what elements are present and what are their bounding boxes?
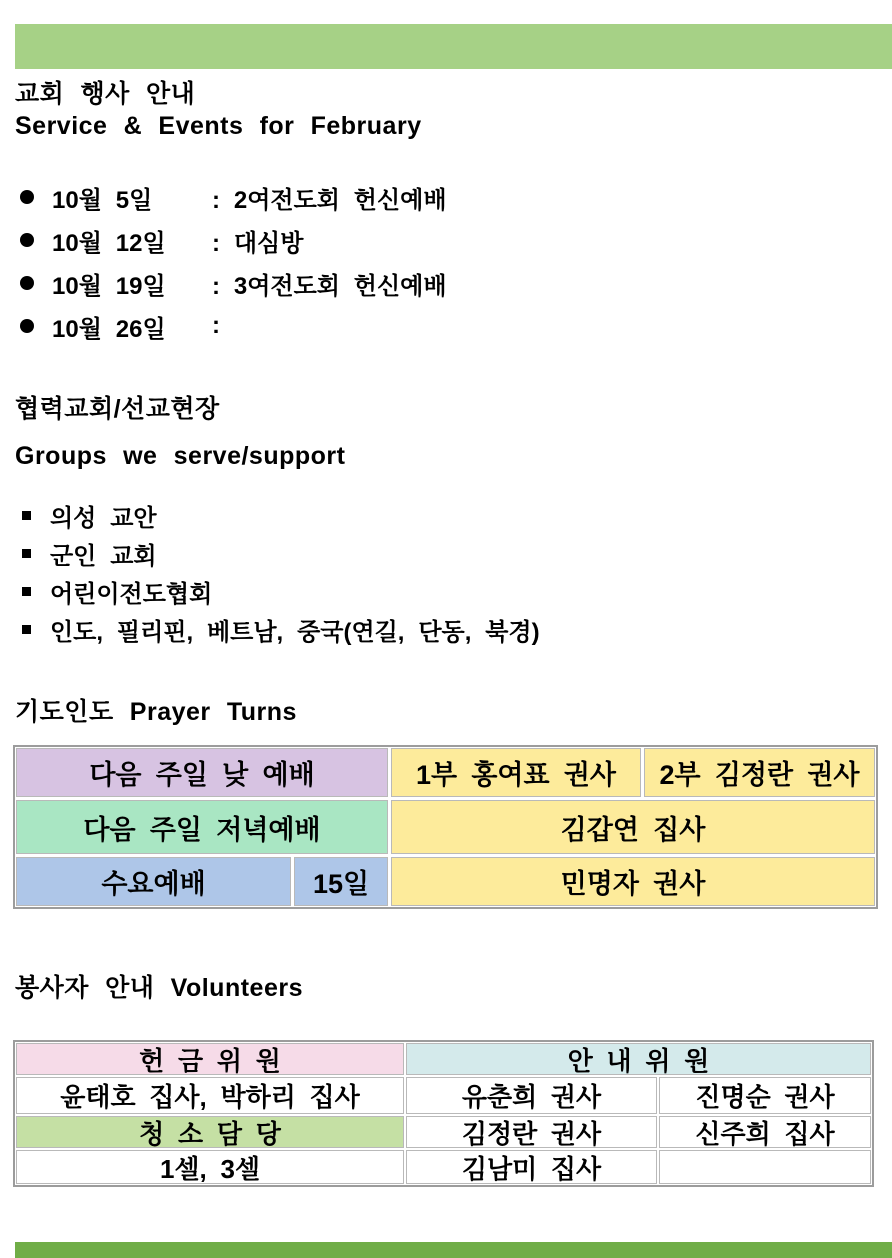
vol-cell-empty	[659, 1150, 871, 1184]
event-item	[20, 182, 447, 212]
group-item	[22, 538, 157, 568]
bullet-square-icon	[22, 511, 31, 520]
page-title-korean: 교회 행사 안내	[15, 80, 196, 108]
event-item	[20, 225, 303, 255]
bottom-accent-bar	[15, 1242, 892, 1258]
group-item	[22, 500, 157, 530]
group-item	[22, 614, 540, 644]
event-item	[20, 268, 447, 298]
group-label: 어린이전도협회	[50, 580, 213, 608]
prayer-cell-evening-person: 김갑연 집사	[391, 800, 875, 854]
vol-cell-usher-member-5: 김남미 집사	[406, 1150, 657, 1184]
top-accent-bar	[15, 24, 892, 69]
event-description: : 대심방	[212, 229, 304, 257]
group-item	[22, 576, 212, 606]
bullet-circle-icon	[20, 190, 34, 204]
prayer-cell-service1-person: 1부 홍여표 권사	[391, 748, 641, 797]
vol-cell-usher-member-3: 김정란 권사	[406, 1116, 657, 1148]
vol-cell-usher-member-1: 유춘희 권사	[406, 1077, 657, 1114]
volunteers-section-title: 봉사자 안내 Volunteers	[15, 974, 303, 1002]
event-date: 10월 26일	[52, 315, 166, 343]
prayer-turns-table	[13, 745, 878, 909]
vol-cell-usher-member-2: 진명순 권사	[659, 1077, 871, 1114]
prayer-cell-wednesday-service: 수요예배	[16, 857, 291, 906]
page-title-english: Service & Events for February	[15, 112, 422, 140]
group-label: 군인 교회	[50, 542, 157, 570]
prayer-section-title: 기도인도 Prayer Turns	[15, 698, 297, 726]
event-description: : 3여전도회 헌신예배	[212, 272, 447, 300]
prayer-cell-service2-person: 2부 김정란 권사	[644, 748, 875, 797]
groups-title-korean: 협력교회/선교현장	[15, 395, 220, 423]
volunteers-table	[13, 1040, 874, 1187]
prayer-cell-wednesday-person: 민명자 권사	[391, 857, 875, 906]
vol-header-offering-committee: 헌 금 위 원	[16, 1043, 404, 1075]
bullet-square-icon	[22, 625, 31, 634]
vol-cell-offering-members: 윤태호 집사, 박하리 집사	[16, 1077, 404, 1114]
prayer-cell-next-sunday-day: 다음 주일 낮 예배	[16, 748, 388, 797]
bullet-square-icon	[22, 549, 31, 558]
event-description: : 2여전도회 헌신예배	[212, 186, 447, 214]
prayer-cell-next-sunday-evening: 다음 주일 저녁예배	[16, 800, 388, 854]
event-date: 10월 5일	[52, 186, 153, 214]
bullet-circle-icon	[20, 319, 34, 333]
group-label: 인도, 필리핀, 베트남, 중국(연길, 단동, 북경)	[50, 618, 540, 646]
bullet-square-icon	[22, 587, 31, 596]
prayer-cell-wednesday-date: 15일	[294, 857, 388, 906]
vol-cell-usher-member-4: 신주희 집사	[659, 1116, 871, 1148]
event-item	[20, 311, 220, 341]
vol-header-usher-committee: 안 내 위 원	[406, 1043, 871, 1075]
vol-cell-cleaning-cells: 1셀, 3셀	[16, 1150, 404, 1184]
bullet-circle-icon	[20, 276, 34, 290]
event-date: 10월 19일	[52, 272, 166, 300]
event-description: :	[212, 312, 220, 339]
group-label: 의성 교안	[50, 504, 157, 532]
vol-header-cleaning-duty: 청 소 담 당	[16, 1116, 404, 1148]
bullet-circle-icon	[20, 233, 34, 247]
event-date: 10월 12일	[52, 229, 166, 257]
groups-title-english: Groups we serve/support	[15, 442, 346, 470]
